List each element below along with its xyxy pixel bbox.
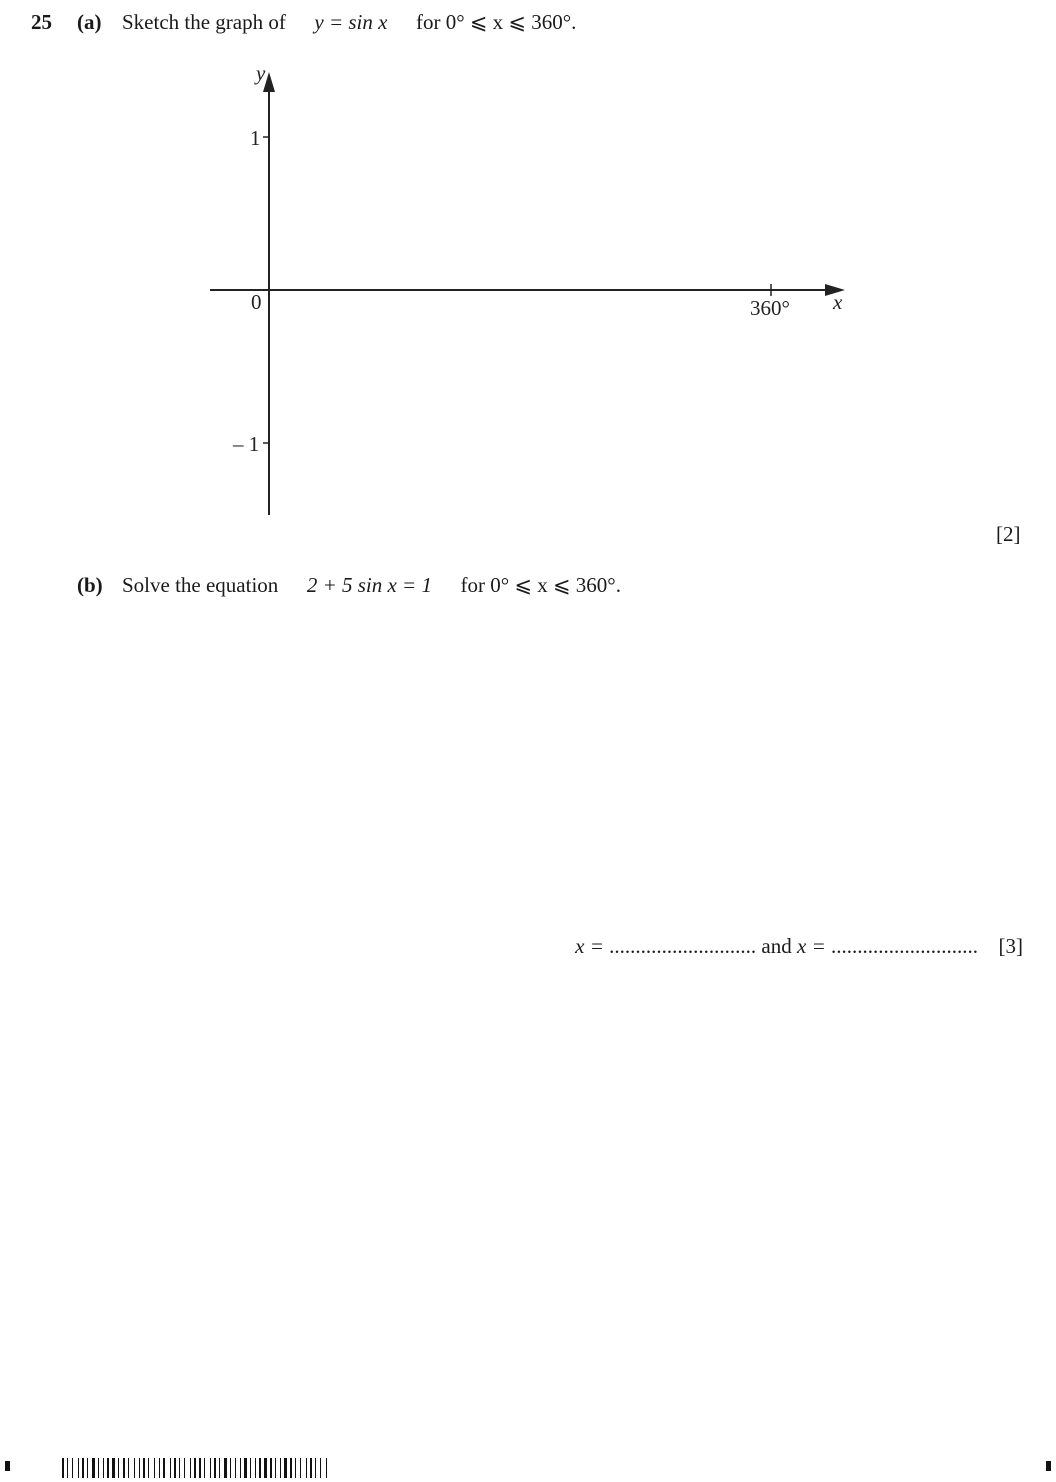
barcode-bar — [166, 1458, 169, 1478]
barcode-bar — [288, 1458, 289, 1478]
answer-blank-1[interactable]: ............................ — [609, 934, 757, 958]
x-tick-label-360: 360° — [750, 296, 790, 320]
barcode-bar — [284, 1458, 287, 1478]
barcode-bar — [308, 1458, 309, 1478]
barcode-bar — [244, 1458, 247, 1478]
barcode-bar — [206, 1458, 209, 1478]
barcode-bar — [139, 1458, 140, 1478]
y-tick-label-1: 1 — [250, 126, 261, 150]
barcode-bar — [118, 1458, 119, 1478]
part-a-range: for 0° ⩽ x ⩽ 360°. — [415, 10, 577, 34]
barcode-bar — [224, 1458, 227, 1478]
part-a-marks: [2] — [996, 522, 1021, 546]
barcode-bar — [92, 1458, 95, 1478]
barcode-bar — [184, 1458, 185, 1478]
barcode-bar — [105, 1458, 106, 1478]
barcode-bar — [295, 1458, 296, 1478]
barcode-bar — [89, 1458, 91, 1478]
barcode-bar — [275, 1458, 276, 1478]
barcode-bar — [235, 1458, 236, 1478]
barcode-bar — [163, 1458, 165, 1478]
barcode-bar — [290, 1458, 292, 1478]
barcode-bar — [103, 1458, 104, 1478]
barcode-bar — [177, 1458, 178, 1478]
barcode-bar — [255, 1458, 256, 1478]
barcode-bar — [250, 1458, 251, 1478]
part-b-prompt — [122, 575, 621, 596]
registration-mark-right — [1046, 1461, 1051, 1471]
barcode-bar — [230, 1458, 231, 1478]
barcode-bar — [82, 1458, 84, 1478]
barcode-bar — [268, 1458, 269, 1478]
part-b-answer-line — [575, 936, 1023, 957]
barcode-bar — [264, 1458, 267, 1478]
y-axis-label: y — [256, 61, 266, 85]
barcode-bar — [100, 1458, 102, 1478]
answer-join: and — [756, 934, 797, 958]
barcode-bar — [96, 1458, 97, 1478]
answer-blank-2[interactable]: ............................ — [831, 934, 978, 958]
barcode-bar — [262, 1458, 263, 1478]
barcode-bar — [123, 1458, 125, 1478]
barcode-bar — [217, 1458, 218, 1478]
barcode-bar — [300, 1458, 301, 1478]
page-barcode — [62, 1458, 331, 1478]
barcode-bar — [306, 1458, 307, 1478]
barcode-bar — [313, 1458, 314, 1478]
part-b-marks: [3] — [998, 934, 1023, 958]
barcode-bar — [221, 1458, 223, 1478]
barcode-bar — [192, 1458, 193, 1478]
barcode-bar — [120, 1458, 122, 1478]
barcode-bar — [72, 1458, 73, 1478]
barcode-bar — [197, 1458, 198, 1478]
barcode-bar — [67, 1458, 68, 1478]
barcode-bar — [87, 1458, 88, 1478]
barcode-bar — [80, 1458, 81, 1478]
barcode-bar — [273, 1458, 274, 1478]
registration-mark-left — [5, 1461, 10, 1471]
part-a-equation: y = sin x — [314, 10, 388, 34]
barcode-bar — [98, 1458, 99, 1478]
barcode-bar — [74, 1458, 77, 1478]
barcode-bar — [212, 1458, 213, 1478]
barcode-bar — [78, 1458, 79, 1478]
barcode-bar — [156, 1458, 158, 1478]
barcode-bar — [107, 1458, 109, 1478]
barcode-bar — [204, 1458, 205, 1478]
barcode-bar — [302, 1458, 305, 1478]
barcode-bar — [143, 1458, 145, 1478]
barcode-bar — [85, 1458, 86, 1478]
barcode-bar — [277, 1458, 279, 1478]
barcode-bar — [62, 1458, 64, 1478]
barcode-bar — [65, 1458, 66, 1478]
barcode-bar — [181, 1458, 183, 1478]
barcode-bar — [257, 1458, 258, 1478]
barcode-bar — [174, 1458, 176, 1478]
barcode-bar — [282, 1458, 283, 1478]
barcode-bar — [154, 1458, 155, 1478]
barcode-bar — [219, 1458, 220, 1478]
barcode-bar — [116, 1458, 117, 1478]
part-b-range: for 0° ⩽ x ⩽ 360°. — [460, 573, 621, 597]
barcode-bar — [159, 1458, 160, 1478]
barcode-bar — [317, 1458, 319, 1478]
barcode-bar — [210, 1458, 211, 1478]
barcode-bar — [315, 1458, 316, 1478]
barcode-bar — [150, 1458, 153, 1478]
part-b-prompt-text: Solve the equation — [122, 573, 279, 597]
barcode-bar — [112, 1458, 115, 1478]
barcode-bar — [202, 1458, 203, 1478]
barcode-bar — [126, 1458, 127, 1478]
part-b-label: (b) — [77, 573, 103, 597]
barcode-bar — [252, 1458, 254, 1478]
question-number: 25 — [31, 10, 52, 34]
barcode-bar — [128, 1458, 129, 1478]
barcode-bar — [136, 1458, 138, 1478]
barcode-bar — [232, 1458, 234, 1478]
y-tick-label-minus-1: – 1 — [233, 432, 260, 456]
barcode-bar — [240, 1458, 241, 1478]
answer-prefix-1: x = — [575, 934, 610, 958]
barcode-bar — [146, 1458, 147, 1478]
barcode-bar — [172, 1458, 173, 1478]
part-b-equation: 2 + 5 sin x = 1 — [306, 573, 432, 597]
barcode-bar — [297, 1458, 299, 1478]
part-a-label: (a) — [77, 10, 102, 34]
barcode-bar — [228, 1458, 229, 1478]
barcode-bar — [186, 1458, 189, 1478]
barcode-bar — [322, 1458, 325, 1478]
sine-graph-axes — [0, 0, 1056, 560]
answer-prefix-2: x = — [797, 934, 831, 958]
barcode-bar — [237, 1458, 239, 1478]
barcode-bar — [242, 1458, 243, 1478]
barcode-bar — [326, 1458, 327, 1478]
part-a-prompt-text: Sketch the graph of — [122, 10, 286, 34]
barcode-bar — [293, 1458, 294, 1478]
barcode-bar — [179, 1458, 180, 1478]
barcode-bar — [270, 1458, 272, 1478]
origin-label: 0 — [251, 290, 262, 314]
barcode-bar — [199, 1458, 201, 1478]
x-axis-label: x — [833, 290, 843, 314]
barcode-bar — [214, 1458, 216, 1478]
barcode-bar — [190, 1458, 191, 1478]
barcode-bar — [328, 1458, 330, 1478]
barcode-bar — [310, 1458, 312, 1478]
barcode-bar — [248, 1458, 249, 1478]
barcode-bar — [134, 1458, 135, 1478]
barcode-bar — [141, 1458, 142, 1478]
barcode-bar — [130, 1458, 133, 1478]
barcode-bar — [170, 1458, 171, 1478]
barcode-bar — [259, 1458, 261, 1478]
barcode-bar — [194, 1458, 196, 1478]
barcode-bar — [148, 1458, 149, 1478]
barcode-bar — [110, 1458, 111, 1478]
barcode-bar — [280, 1458, 281, 1478]
barcode-bar — [69, 1458, 71, 1478]
barcode-bar — [161, 1458, 162, 1478]
barcode-bar — [320, 1458, 321, 1478]
